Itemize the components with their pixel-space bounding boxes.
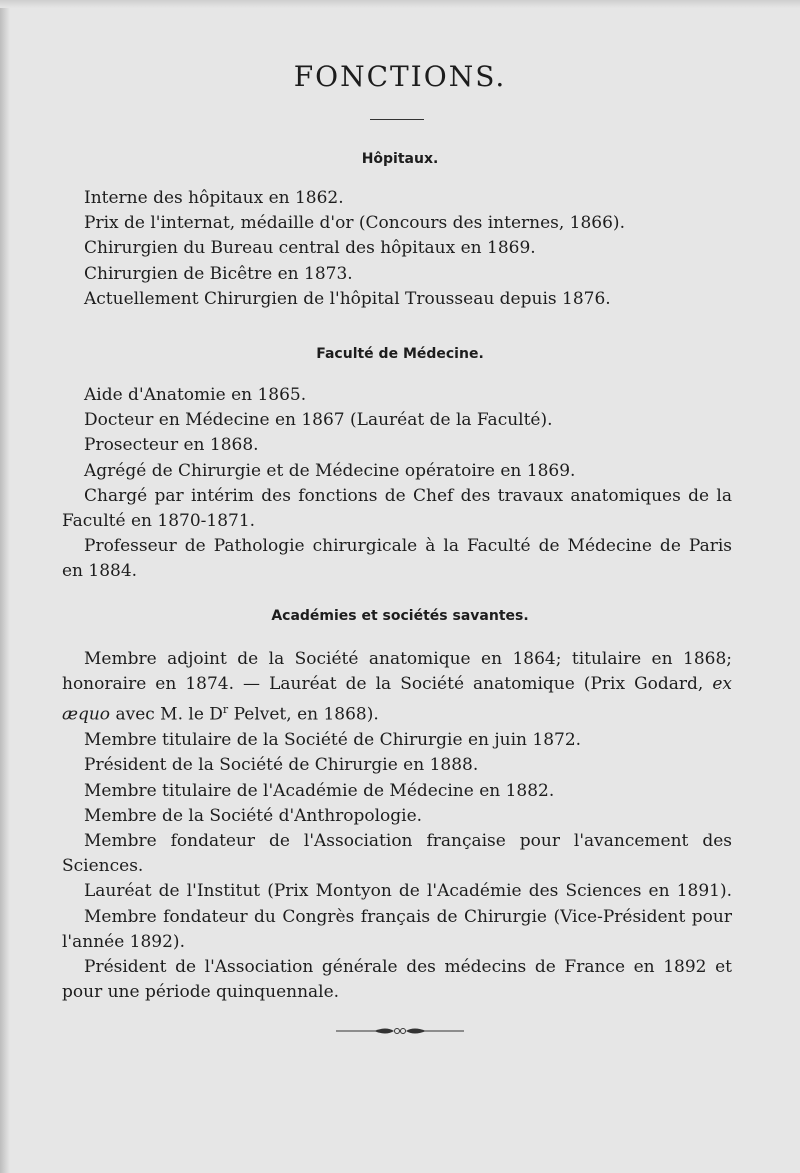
- entry: Chargé par intérim des fonctions de Chef des travaux anatomiques de la Faculté en 1870-1871.: [62, 485, 732, 532]
- entry-text-italic: ex æquo: [62, 674, 732, 726]
- entry: Président de la Société de Chirurgie en 1888.: [84, 755, 479, 776]
- entry: Professeur de Pathologie chirurgicale à la Faculté de Médecine de Paris en 1884.: [62, 536, 732, 582]
- entry-text: avec M. le D: [110, 705, 223, 726]
- entry: Membre titulaire de l'Académie de Médecine en 1882.: [84, 780, 555, 801]
- section-heading-hopitaux: Hôpitaux.: [361, 151, 439, 167]
- section-hopitaux-entries: [62, 186, 732, 312]
- entry-text: Membre adjoint de la Société anatomique en 1864; titulaire en 1868; honoraire en 1874. — Lauréat de la Société anatomique (Prix Godard,: [62, 649, 732, 695]
- entry: [62, 647, 732, 728]
- entry: Chirurgien du Bureau central des hôpitaux en 1869.: [84, 238, 536, 259]
- section-heading-faculte: Faculté de Médecine.: [316, 346, 484, 362]
- section-heading-academies: Académies et sociétés savantes.: [271, 608, 529, 624]
- entry: Aide d'Anatomie en 1865.: [84, 385, 307, 405]
- entry: Chirurgien de Bicêtre en 1873.: [84, 263, 353, 284]
- entry: Président de l'Association générale des médecins de France en 1892 et pour une période quinquennale.: [62, 957, 732, 1003]
- entry: Lauréat de l'Institut (Prix Montyon de l'Académie des Sciences en 1891).: [84, 881, 732, 902]
- title-rule: [370, 119, 424, 120]
- entry-text-superscript: r: [222, 703, 229, 717]
- section-academies-entries: [62, 647, 732, 1006]
- entry: Membre fondateur du Congrès français de Chirurgie (Vice-Président pour l'année 1892).: [62, 906, 732, 952]
- entry-text: Pelvet, en 1868).: [228, 705, 379, 726]
- section-faculte-entries: [62, 383, 732, 585]
- entry: Agrégé de Chirurgie et de Médecine opératoire en 1869.: [84, 460, 576, 481]
- entry: Docteur en Médecine en 1867 (Lauréat de la Faculté).: [84, 410, 553, 431]
- entry: Prix de l'internat, médaille d'or (Concours des internes, 1866).: [84, 213, 625, 234]
- entry: Actuellement Chirurgien de l'hôpital Trousseau depuis 1876.: [84, 288, 611, 309]
- entry: Membre titulaire de la Société de Chirurgie en juin 1872.: [84, 730, 582, 751]
- fleuron-ornament: [336, 1024, 464, 1038]
- entry: Interne des hôpitaux en 1862.: [84, 188, 344, 208]
- page-title: FONCTIONS.: [293, 60, 507, 93]
- entry: Prosecteur en 1868.: [84, 435, 259, 456]
- entry: Membre fondateur de l'Association française pour l'avancement des Sciences.: [62, 831, 732, 877]
- entry: Membre de la Société d'Anthropologie.: [84, 805, 423, 826]
